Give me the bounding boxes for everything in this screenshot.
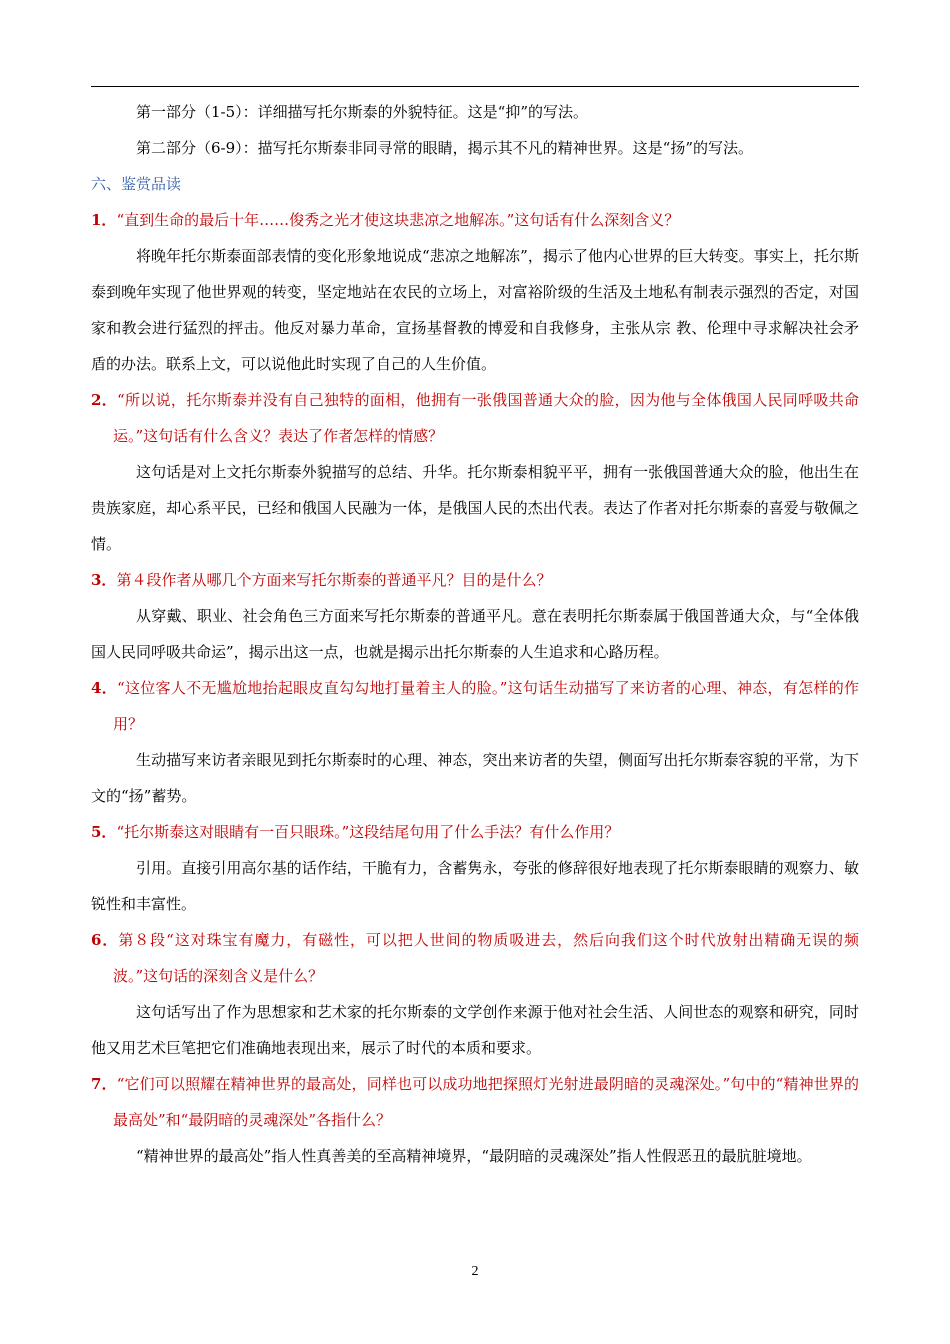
answer-3: 从穿戴、职业、社会角色三方面来写托尔斯泰的普通平凡。意在表明托尔斯泰属于俄国普通大众，与“全体俄国人民同呼吸共命运”，揭示出这一点，也就是揭示出托尔斯泰的人生追求和心路历程。: [91, 607, 859, 661]
question-text: “它们可以照耀在精神世界的最高处，同样也可以成功地把探照灯光射进最阴暗的灵魂深处。”句中的“精神世界的最高处”和“最阴暗的灵魂深处”各指什么？: [113, 1075, 860, 1129]
question-number: 5．: [91, 823, 117, 841]
question-number: 3．: [91, 571, 117, 589]
page-number: 2: [471, 1264, 479, 1279]
intro-part2: 第二部分（6-9）：描写托尔斯泰非同寻常的眼睛，揭示其不凡的精神世界。这是“扬”的写法。: [136, 139, 753, 157]
question-7: [91, 1066, 859, 1138]
question-1: [91, 202, 859, 238]
question-6: [91, 922, 859, 994]
answer-5: 引用。直接引用高尔基的话作结，干脆有力，含蓄隽永，夸张的修辞很好地表现了托尔斯泰眼睛的观察力、敏锐性和丰富性。: [91, 859, 859, 913]
question-text: “托尔斯泰这对眼睛有一百只眼珠。”这段结尾句用了什么手法？有什么作用？: [116, 823, 620, 841]
question-number: 7．: [91, 1075, 117, 1093]
answer-2: 这句话是对上文托尔斯泰外貌描写的总结、升华。托尔斯泰相貌平平，拥有一张俄国普通大众的脸，他出生在贵族家庭，却心系平民，已经和俄国人民融为一体，是俄国人民的杰出代表。表达了作者对托尔斯泰的喜爱与敬佩之情。: [91, 463, 859, 553]
question-text: “直到生命的最后十年……俊秀之光才使这块悲凉之地解冻。”这句话有什么深刻含义？: [116, 211, 680, 229]
question-number: 1．: [91, 211, 117, 229]
question-text: 第８段“这对珠宝有魔力，有磁性，可以把人世间的物质吸进去，然后向我们这个时代放射出精确无误的频波。”这句话的深刻含义是什么？: [113, 931, 859, 985]
answer-4: 生动描写来访者亲眼见到托尔斯泰时的心理、神态，突出来访者的失望，侧面写出托尔斯泰容貌的平常，为下文的“扬”蓄势。: [91, 751, 859, 805]
section-title: 六、鉴赏品读: [91, 175, 182, 193]
question-text: “所以说，托尔斯泰并没有自己独特的面相，他拥有一张俄国普通大众的脸，因为他与全体俄国人民同呼吸共命运。”这句话有什么含义？表达了作者怎样的情感？: [113, 391, 860, 445]
intro-part1: 第一部分（1-5）：详细描写托尔斯泰的外貌特征。这是“抑”的写法。: [136, 103, 588, 121]
question-number: 6．: [91, 931, 119, 949]
question-4: [91, 670, 859, 742]
question-text: “这位客人不无尴尬地抬起眼皮直勾勾地打量着主人的脸。”这句话生动描写了来访者的心理、神态，有怎样的作用？: [113, 679, 859, 733]
question-3: [91, 562, 859, 598]
question-5: [91, 814, 859, 850]
question-number: 4．: [91, 679, 118, 697]
answer-1: 将晚年托尔斯泰面部表情的变化形象地说成“悲凉之地解冻”，揭示了他内心世界的巨大转变。事实上，托尔斯泰到晚年实现了他世界观的转变，坚定地站在农民的立场上，对富裕阶级的生活及土地私有制表示强烈的否定，对国家和教会进行猛烈的抨击。他反对暴力革命，宣扬基督教的博爱和自我修身，主张从宗 教、伦理中寻求解决社会矛盾的办法。联系上文，可以说他此时实现了自己的人生价值。: [91, 247, 859, 373]
document-body: [91, 94, 859, 1174]
header-rule: [91, 86, 859, 87]
answer-6: 这句话写出了作为思想家和艺术家的托尔斯泰的文学创作来源于他对社会生活、人间世态的观察和研究，同时他又用艺术巨笔把它们准确地表现出来，展示了时代的本质和要求。: [91, 1003, 859, 1057]
question-text: 第４段作者从哪几个方面来写托尔斯泰的普通平凡？目的是什么？: [116, 571, 552, 589]
question-2: [91, 382, 859, 454]
question-number: 2．: [91, 391, 118, 409]
answer-7: “精神世界的最高处”指人性真善美的至高精神境界，“最阴暗的灵魂深处”指人性假恶丑的最肮脏境地。: [136, 1147, 812, 1165]
